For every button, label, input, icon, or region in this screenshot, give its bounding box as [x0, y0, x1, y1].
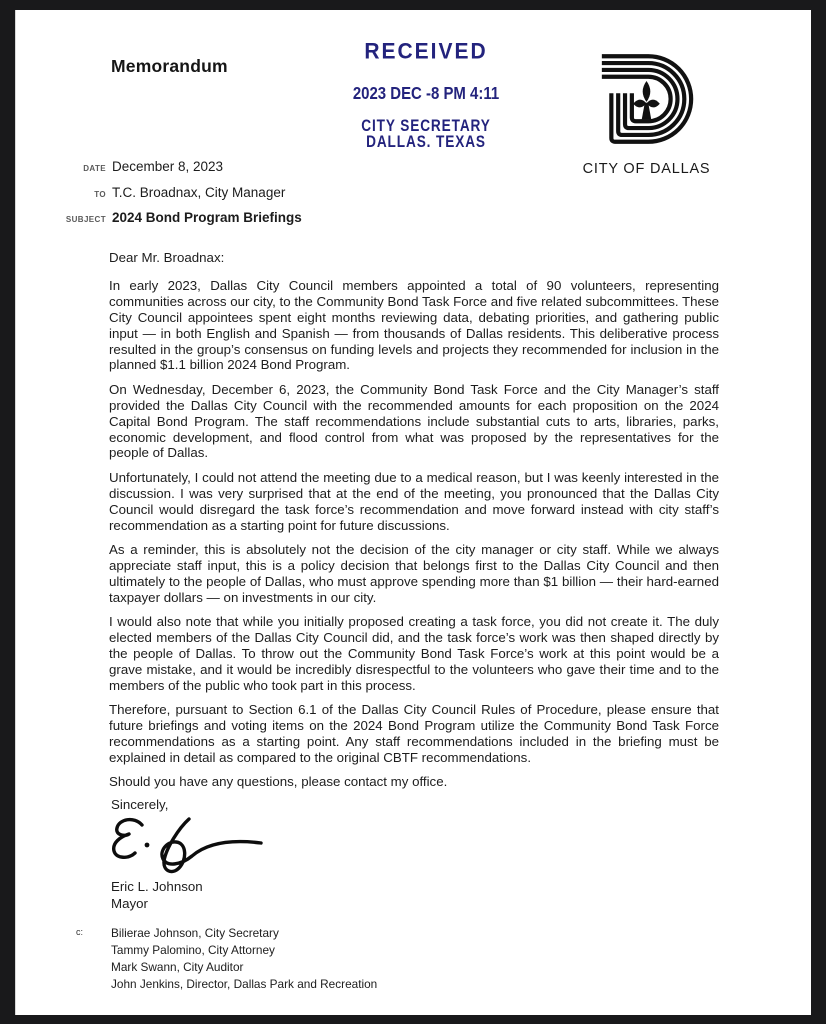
city-of-dallas-logo [599, 48, 694, 150]
field-date-value: December 8, 2023 [112, 159, 224, 174]
logo-caption: CITY OF DALLAS [582, 161, 711, 177]
field-to [16, 185, 285, 200]
stamp-received-text: RECEIVED [364, 39, 488, 64]
cc-recipient: Bilierae Johnson, City Secretary [111, 926, 279, 940]
stamp-office: CITY SECRETARY [361, 117, 491, 136]
memo-paragraph: As a reminder, this is absolutely not the decision of the city manager or city staff. While we always appreciate staff input, this is a policy decision that belongs first to the Dallas City Council and then ultimately to the people of Dallas, who must approve spending more than $1 billion — their hard-earned taxpayer dollars — on investments in our city. [109, 542, 719, 605]
cc-recipient: Mark Swann, City Auditor [111, 960, 244, 974]
signer-name: Eric L. Johnson [111, 879, 203, 894]
memo-paragraph: On Wednesday, December 6, 2023, the Community Bond Task Force and the City Manager’s staff provided the Dallas City Council with the recommended amounts for each proposition on the 2024 Capital Bond Program. The staff recommendations include substantial cuts to arts, libraries, parks, economic development, and flood control from what was proposed by the representatives for the people of Dallas. [109, 381, 719, 461]
city-logo-block [579, 48, 714, 177]
stamp-datetime: 2023 DEC -8 PM 4:11 [352, 83, 500, 104]
memo-page [15, 10, 811, 1015]
logo-trefoil-leaf [633, 81, 660, 119]
memo-body [109, 250, 719, 802]
field-to-label: TO [94, 189, 106, 199]
closing-sincerely: Sincerely, [111, 797, 169, 812]
field-to-value: T.C. Broadnax, City Manager [112, 185, 286, 200]
field-subject-label: SUBJECT [65, 214, 106, 224]
memo-paragraph: Unfortunately, I could not attend the meeting due to a medical reason, but I was keenly interested in the discussion. I was very surprised that at the end of the meeting, you pronounced that the Dallas City Council would disregard the task force’s recommendation and move forward instead with city staff’s recommendation as a starting point for future discussions. [109, 469, 719, 533]
cc-list [111, 925, 377, 993]
cc-label: c: [76, 927, 84, 937]
stamp-city: DALLAS. TEXAS [366, 133, 486, 152]
memo-title: Memorandum [111, 56, 228, 76]
field-date-label: DATE [83, 163, 106, 173]
field-subject-value: 2024 Bond Program Briefings [112, 210, 302, 225]
signature-image [109, 812, 269, 885]
cc-recipient: Tammy Palomino, City Attorney [111, 943, 275, 957]
signer-title: Mayor [111, 895, 148, 911]
cc-recipient: John Jenkins, Director, Dallas Park and Recreation [111, 977, 378, 991]
memo-paragraph: In early 2023, Dallas City Council members appointed a total of 90 volunteers, representing communities across our city, to the Community Bond Task Force and five related subcommittees. These City Council appointees spent eight months reviewing data, debating priorities, and gathering public input — in both English and Spanish — from thousands of Dallas residents. This deliberative process resulted in the group’s consensus on funding levels and projects they recommended for inclusion in the planned $1.1 billion 2024 Bond Program. [109, 277, 719, 373]
memo-paragraph: I would also note that while you initially proposed creating a task force, you did not create it. The duly elected members of the Dallas City Council did, and the task force’s work was then shaped directly by the people of Dallas. To throw out the Community Bond Task Force’s work at this point would be a grave mistake, and it would be incredibly disrespectful to the volunteers who gave their time and to the members of the public who took part in this process. [109, 614, 719, 693]
field-subject [16, 210, 302, 225]
memo-paragraph: Therefore, pursuant to Section 6.1 of the Dallas City Council Rules of Procedure, please ensure that future briefings and voting items on the 2024 Bond Program utilize the Community Bond Task Force recommendations as a starting point. Any staff recommendations included in the briefing must be explained in detail as compared to the original CBTF recommendations. [109, 702, 719, 765]
signer-block [111, 879, 203, 912]
field-date [16, 159, 223, 174]
salutation: Dear Mr. Broadnax: [109, 250, 225, 265]
closing-line: Should you have any questions, please contact my office. [109, 774, 448, 790]
received-stamp [331, 10, 521, 170]
